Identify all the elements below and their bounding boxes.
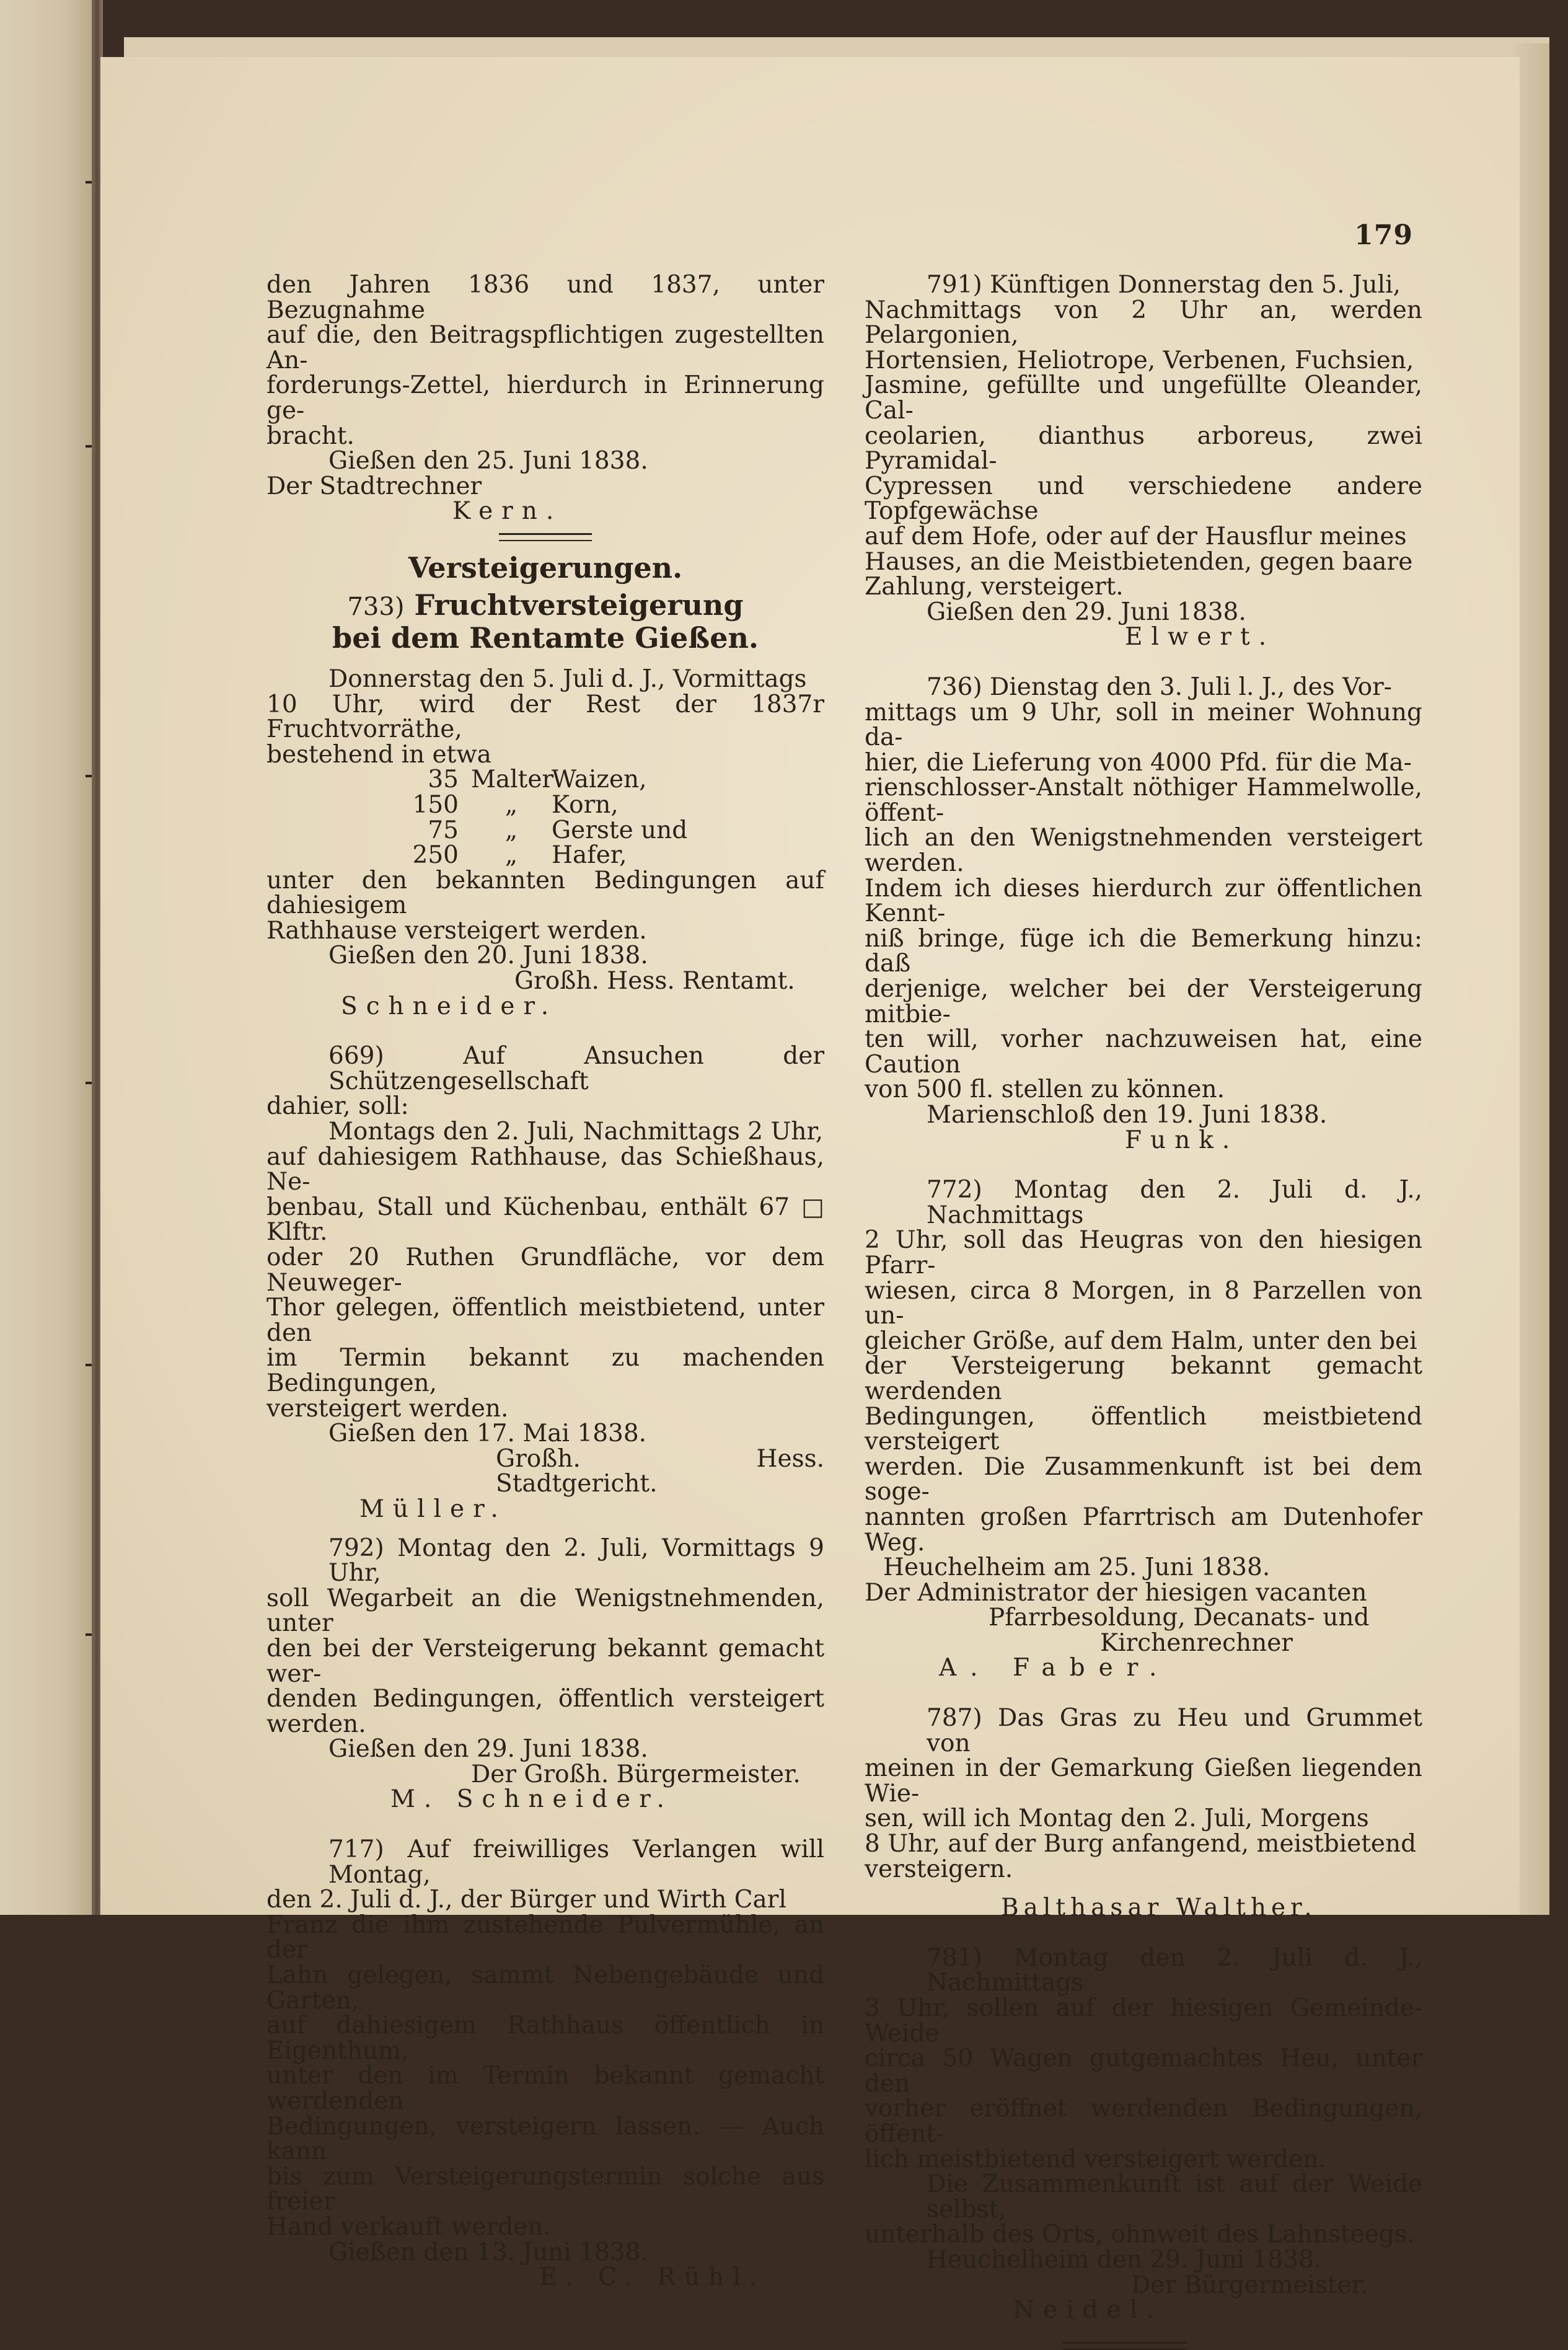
notice-792 <box>266 1536 824 1813</box>
notice-office: Kirchenrechner <box>1100 1628 1293 1657</box>
text-line: 8 Uhr, auf der Burg anfangend, meistbietend <box>865 1830 1417 1858</box>
text-line: ceolarien, dianthus arboreus, zwei Pyramidal- <box>865 422 1422 475</box>
notice-733 <box>266 590 824 1019</box>
unit: Malter <box>471 766 554 794</box>
grain-table-row <box>266 790 824 819</box>
notice-date: Marienschloß den 19. Juni 1838. <box>927 1101 1328 1129</box>
text-line: versteigern. <box>865 1855 1013 1883</box>
text-line: Bedingungen, versteigern lassen. — Auch kann <box>266 2112 824 2166</box>
quantity: 35 <box>428 766 459 794</box>
notice-717 <box>266 1837 824 2290</box>
grain-item: Hafer, <box>552 841 627 870</box>
text-line: Hauses, an die Meistbietenden, gegen baare <box>865 547 1413 576</box>
notice-date: Gießen den 20. Juni 1838. <box>328 942 648 970</box>
text-line: dahier, soll: <box>266 1092 409 1121</box>
text-line: 717) Auf freiwilliges Verlangen will Montag, <box>328 1835 824 1889</box>
text-line: Cypressen und verschiedene andere Topfgewächse <box>865 472 1422 526</box>
text-line: hier, die Lieferung von 4000 Pfd. für die Ma- <box>865 748 1412 777</box>
notice-signature: Schneider. <box>341 992 558 1020</box>
unit: „ <box>504 841 518 870</box>
right-column <box>865 273 1422 2350</box>
notice-date: Gießen den 29. Juni 1838. <box>328 1735 648 1764</box>
left-page-edge <box>0 0 93 1915</box>
notice-signature: Kern. <box>452 497 563 526</box>
notice-date: Gießen den 13. Juni 1838. <box>328 2238 648 2266</box>
grain-table-row <box>266 843 824 868</box>
notice-669 <box>266 1044 824 1522</box>
notice-791 <box>865 273 1422 650</box>
notice-office: Der Administrator der hiesigen vacanten <box>865 1578 1367 1607</box>
text-line: Lahn gelegen, sammt Nebengebäude und Garten, <box>266 1961 824 2015</box>
notice-signature: Müller. <box>359 1495 507 1523</box>
text-line: bracht. <box>266 422 355 450</box>
notice-intro <box>266 273 824 524</box>
quantity: 250 <box>412 841 459 870</box>
unit: „ <box>504 790 518 819</box>
text-line: gleicher Größe, auf dem Halm, unter den bei <box>865 1327 1417 1355</box>
text-line: den bei der Versteigerung bekannt gemacht wer- <box>266 1634 824 1688</box>
grain-item: Waizen, <box>552 766 647 794</box>
text-line: auf dem Hofe, oder auf der Hausflur meines <box>865 522 1407 550</box>
grain-table-row <box>266 818 824 844</box>
notice-signature: Elwert. <box>1125 623 1275 652</box>
notice-signature: E. C. Rühl. <box>539 2263 765 2292</box>
closing-rule <box>1063 2342 1187 2350</box>
text-line: derjenige, welcher bei der Versteigerung mitbie- <box>865 975 1422 1028</box>
text-line: 3 Uhr, sollen auf der hiesigen Gemeinde-Weide <box>865 1994 1422 2047</box>
text-line: 772) Montag den 2. Juli d. J., Nachmittags <box>927 1176 1422 1229</box>
notice-signature: M. Schneider. <box>390 1785 673 1814</box>
text-line: 787) Das Gras zu Heu und Grummet von <box>927 1704 1422 1757</box>
text-line: 736) Dienstag den 3. Juli l. J., des Vor- <box>927 673 1392 701</box>
text-line: lich an den Wenigstnehmenden versteigert werden. <box>865 824 1422 878</box>
text-line: forderungs-Zettel, hierdurch in Erinnerung ge- <box>266 371 824 425</box>
text-line: benbau, Stall und Küchenbau, enthält 67 □ Klftr. <box>266 1193 824 1247</box>
text-line: den Jahren 1836 und 1837, unter Bezugnahme <box>266 271 824 324</box>
notice-office: Pfarrbesoldung, Decanats- und <box>989 1604 1370 1632</box>
notice-date: Gießen den 29. Juni 1838. <box>927 598 1246 626</box>
notice-office: Der Stadtrechner <box>266 472 482 500</box>
notice-date: Gießen den 17. Mai 1838. <box>328 1420 647 1448</box>
notice-signature: Funk. <box>1125 1126 1239 1154</box>
text-line: sen, will ich Montag den 2. Juli, Morgens <box>865 1804 1369 1833</box>
grain-item: Korn, <box>552 790 619 819</box>
text-line: der Versteigerung bekannt gemacht werdenden <box>865 1352 1422 1405</box>
notice-787 <box>865 1706 1422 1921</box>
text-line: versteigert werden. <box>266 1394 509 1423</box>
section-heading: Versteigerungen. <box>408 550 683 585</box>
text-line: 791) Künftigen Donnerstag den 5. Juli, <box>927 271 1401 299</box>
text-line: auf die, den Beitragspflichtigen zugestellten An- <box>266 321 824 374</box>
text-line: 781) Montag den 2. Juli d. J., Nachmittags <box>927 1943 1422 1997</box>
text-line: bestehend in etwa <box>266 740 491 769</box>
notice-772 <box>865 1178 1422 1681</box>
notice-office: Großh. Hess. Rentamt. <box>514 967 795 996</box>
grain-item: Gerste und <box>552 816 688 844</box>
text-line: nannten großen Pfarrtrisch am Dutenhofer Weg. <box>865 1503 1422 1557</box>
text-line: Hortensien, Heliotrope, Verbenen, Fuchsien, <box>865 346 1414 374</box>
grain-table-row <box>266 767 824 793</box>
quantity: 150 <box>412 790 459 819</box>
text-line: wiesen, circa 8 Morgen, in 8 Parzellen von un- <box>865 1276 1422 1330</box>
notice-signature: Balthasar Walther. <box>1001 1894 1317 1922</box>
text-line: Rathhause versteigert werden. <box>266 916 647 945</box>
text-line: Jasmine, gefüllte und ungefüllte Oleander, Cal- <box>865 371 1422 425</box>
notice-date: Gießen den 25. Juni 1838. <box>328 447 648 475</box>
notice-title: Fruchtversteigerung <box>414 588 744 622</box>
text-line: auf dahiesigem Rathhause, das Schießhaus, Ne- <box>266 1142 824 1196</box>
text-line: im Termin bekannt zu machenden Bedingungen, <box>266 1344 824 1397</box>
text-line: bis zum Versteigerungstermin solche aus freier <box>266 2162 824 2216</box>
text-line: Franz die ihm zustehende Pulvermühle, an der <box>266 1910 824 1964</box>
text-line: auf dahiesigem Rathhaus öffentlich in Eigenthum, <box>266 2012 824 2065</box>
notice-office: Großh. Hess. Stadtgericht. <box>496 1444 824 1498</box>
notice-781 <box>865 1943 1422 2325</box>
text-line: 10 Uhr, wird der Rest der 1837r Fruchtvorräthe, <box>266 690 824 744</box>
text-line: rienschlosser-Anstalt nöthiger Hammelwolle, öffent- <box>865 774 1422 827</box>
notice-title: bei dem Rentamte Gießen. <box>332 621 759 655</box>
text-line: Zahlung, versteigert. <box>865 573 1124 601</box>
unit: „ <box>504 816 518 844</box>
text-line: 669) Auf Ansuchen der Schützengesellschaft <box>328 1042 824 1095</box>
text-line: mittags um 9 Uhr, soll in meiner Wohnung da- <box>865 698 1422 752</box>
quantity: 75 <box>428 816 459 844</box>
text-line: Nachmittags von 2 Uhr an, werden Pelargonien, <box>865 296 1422 350</box>
text-line: unter den im Termin bekannt gemacht werdenden <box>266 2062 824 2115</box>
text-line: circa 50 Wagen gutgemachtes Heu, unter den <box>865 2044 1422 2098</box>
text-line: 2 Uhr, soll das Heugras von den hiesigen Pfarr- <box>865 1226 1422 1279</box>
text-line: Thor gelegen, öffentlich meistbietend, unter den <box>266 1294 824 1347</box>
notice-signature: Neidel. <box>1013 2296 1163 2325</box>
text-line: von 500 fl. stellen zu können. <box>865 1076 1225 1104</box>
text-line: Die Zusammenkunft ist auf der Weide selbst, <box>927 2170 1422 2224</box>
text-line: unter den bekannten Bedingungen auf dahiesigem <box>266 866 824 920</box>
notice-office: Der Großh. Bürgermeister. <box>471 1760 801 1788</box>
notice-office: Der Bürgermeister. <box>1131 2271 1368 2299</box>
text-line: 792) Montag den 2. Juli, Vormittags 9 Uhr, <box>328 1534 824 1588</box>
text-line: denden Bedingungen, öffentlich versteigert werden. <box>266 1685 824 1738</box>
text-line: lich meistbietend versteigert werden. <box>865 2145 1326 2173</box>
notice-date: Heuchelheim am 25. Juni 1838. <box>883 1553 1271 1582</box>
text-line: Donnerstag den 5. Juli d. J., Vormittags <box>328 665 807 693</box>
text-line: niß bringe, füge ich die Bemerkung hinzu: daß <box>865 924 1422 978</box>
page-number: 179 <box>1354 219 1413 251</box>
notice-signature: A. Faber. <box>939 1654 1171 1682</box>
text-line: unterhalb des Orts, ohnweit des Lahnsteegs. <box>865 2220 1415 2249</box>
text-line: ten will, vorher nachzuweisen hat, eine Caution <box>865 1025 1422 1079</box>
left-column <box>266 273 824 2290</box>
text-line: meinen in der Gemarkung Gießen liegenden Wie- <box>865 1754 1422 1808</box>
text-line: den 2. Juli d. J., der Bürger und Wirth Carl <box>266 1886 786 1914</box>
text-line: Bedingungen, öffentlich meistbietend versteigert <box>865 1402 1422 1456</box>
text-line: Indem ich dieses hierdurch zur öffentlichen Kennt- <box>865 874 1422 928</box>
text-line: vorher eröffnet werdenden Bedingungen, öffent- <box>865 2095 1422 2148</box>
text-line: Hand verkauft werden. <box>266 2212 551 2241</box>
text-line: soll Wegarbeit an die Wenigstnehmenden, unter <box>266 1584 824 1638</box>
text-line: oder 20 Ruthen Grundfläche, vor dem Neuweger- <box>266 1243 824 1297</box>
notice-date: Heuchelheim den 29. Juni 1838. <box>927 2245 1322 2274</box>
notice-736 <box>865 675 1422 1153</box>
text-line: werden. Die Zusammenkunft ist bei dem soge- <box>865 1452 1422 1506</box>
text-line: Montags den 2. Juli, Nachmittags 2 Uhr, <box>328 1118 824 1146</box>
notice-number: 733) <box>347 592 405 621</box>
section-rule <box>499 533 592 541</box>
